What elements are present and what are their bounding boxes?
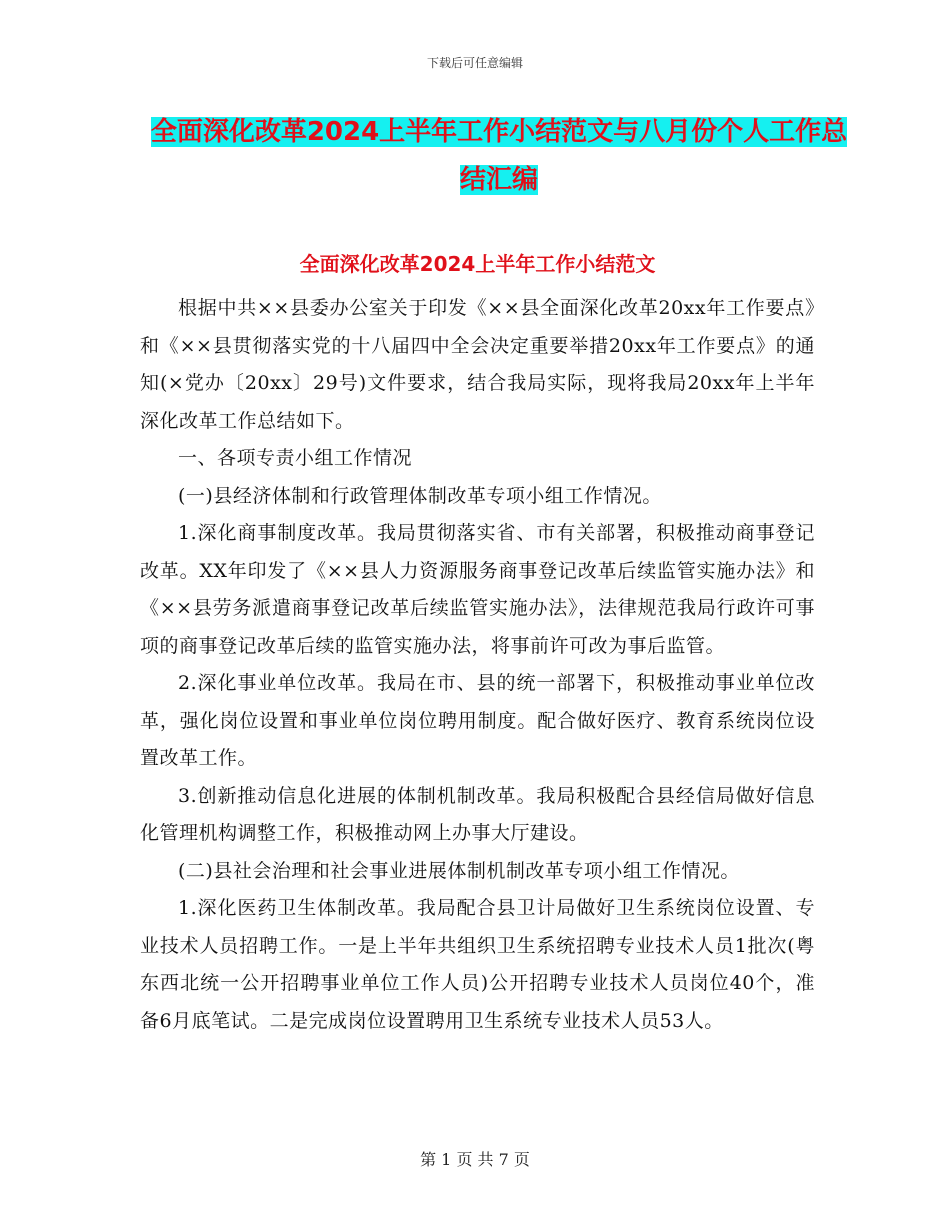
paragraph: 1.深化商事制度改革。我局贯彻落实省、市有关部署，积极推动商事登记改革。XX年印发了《××县人力资源服务商事登记改革后续监管实施办法》和《××县劳务派遣商事登记改革后续监管实施办法》，法律规范我局行政许可事项的商事登记改革后续的监管实施办法，将事前许可改为事后监管。: [140, 522, 815, 657]
paragraph: (二)县社会治理和社会事业进展体制机制改革专项小组工作情况。: [178, 859, 740, 882]
document-body: [140, 290, 815, 1040]
paragraph: 2.深化事业单位改革。我局在市、县的统一部署下，积极推动事业单位改革，强化岗位设置和事业单位岗位聘用制度。配合做好医疗、教育系统岗位设置改革工作。: [140, 672, 815, 769]
header-note: 下载后可任意编辑: [426, 56, 523, 70]
page-footer: 第 1 页 共 7 页: [420, 1150, 530, 1169]
document-title-text: 全面深化改革2024上半年工作小结范文与八月份个人工作总结汇编: [150, 117, 848, 195]
section-title: 全面深化改革2024上半年工作小结范文: [299, 252, 656, 276]
document-title: [140, 108, 858, 204]
paragraph: 3.创新推动信息化进展的体制机制改革。我局积极配合县经信局做好信息化管理机构调整工作，积极推动网上办事大厅建设。: [140, 784, 815, 844]
paragraph: 1.深化医药卫生体制改革。我局配合县卫计局做好卫生系统岗位设置、专业技术人员招聘工作。一是上半年共组织卫生系统招聘专业技术人员1批次(粤东西北统一公开招聘事业单位工作人员)公开招聘专业技术人员岗位40个，准备6月底笔试。二是完成岗位设置聘用卫生系统专业技术人员53人。: [140, 897, 815, 1032]
paragraph: (一)县经济体制和行政管理体制改革专项小组工作情况。: [178, 484, 662, 507]
paragraph: 一、各项专责小组工作情况: [178, 447, 413, 469]
paragraph: 根据中共××县委办公室关于印发《××县全面深化改革20xx年工作要点》和《××县贯彻落实党的十八届四中全会决定重要举措20xx年工作要点》的通知(×党办〔20xx〕29号)文件要求，结合我局实际，现将我局20xx年上半年深化改革工作总结如下。: [140, 297, 815, 432]
